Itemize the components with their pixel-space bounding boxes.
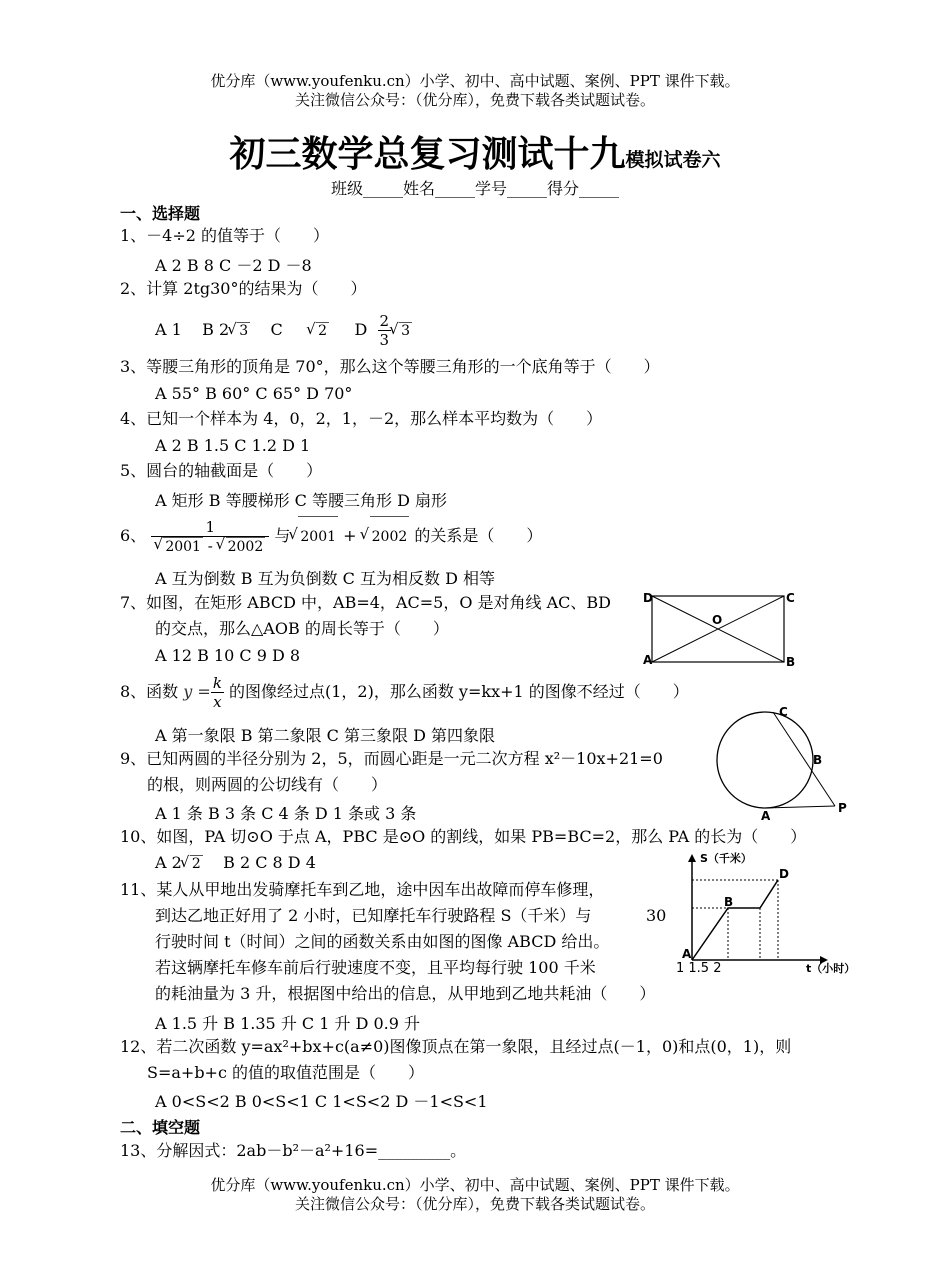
- sqrt-3-d: √ 3: [399, 322, 412, 339]
- sqrt-2001: √ 2001: [163, 537, 203, 556]
- header-line-2: 关注微信公众号：（优分库），免费下载各类试题试卷。: [294, 91, 655, 109]
- q10-option-a: A 2: [155, 853, 182, 872]
- q8-k: k: [212, 674, 222, 692]
- graph-x-ticks: 1 1.5 2: [676, 961, 722, 976]
- question-12-line-2: S=a+b+c 的值的取值范围是（ ）: [147, 1063, 425, 1082]
- q2-option-a: A 1: [155, 320, 182, 339]
- title-main: 初三数学总复习测试十九: [229, 134, 626, 175]
- graph-label-a: A: [682, 947, 692, 961]
- label-c-circle: C: [779, 705, 788, 719]
- q8-x: x: [213, 693, 222, 711]
- question-10-options: [155, 853, 316, 872]
- student-info-line: 班级_____姓名_____学号_____得分_____: [330, 179, 619, 198]
- page-title: [0, 126, 950, 177]
- q8-y-eq: y =: [183, 682, 211, 701]
- question-12-options: A 0<S<2 B 0<S<1 C 1<S<2 D －1<S<1: [155, 1092, 488, 1111]
- question-11-line-2: 到达乙地正好用了 2 小时，已知摩托车行驶路程 S（千米）与: [155, 906, 592, 925]
- circle-tangent-figure: [705, 700, 855, 822]
- question-3-options: A 55° B 60° C 65° D 70°: [155, 384, 353, 403]
- question-5: 5、圆台的轴截面是（ ）: [120, 461, 323, 480]
- label-b-circle: B: [813, 753, 823, 767]
- question-6-options: A 互为倒数 B 互为负倒数 C 互为相反数 D 相等: [155, 569, 495, 588]
- question-13: 13、分解因式：2ab－b²－a²+16=_________。: [120, 1141, 467, 1160]
- label-d: D: [643, 591, 653, 605]
- question-2: 2、计算 2tg30°的结果为（ ）: [120, 279, 367, 298]
- plus-sign: +: [343, 526, 357, 545]
- label-b: B: [786, 655, 796, 669]
- q8-prefix: 8、函数: [120, 682, 179, 701]
- distance-time-graph: [670, 848, 860, 978]
- section-choice-heading: 一、选择题: [120, 204, 201, 223]
- minus-sign: -: [207, 536, 213, 555]
- question-8: [120, 672, 689, 712]
- question-9-line-1: 9、已知两圆的半径分别为 2，5，而圆心距是一元二次方程 x²－10x+21=0: [120, 749, 663, 768]
- s-axis-arrow-icon: [688, 854, 696, 862]
- q6-suffix: 的关系是（ ）: [414, 526, 543, 545]
- circle-o: [717, 712, 813, 808]
- q8-suffix: 的图像经过点(1，2)，那么函数 y=kx+1 的图像不经过（ ）: [229, 682, 689, 701]
- question-11-options: A 1.5 升 B 1.35 升 C 1 升 D 0.9 升: [155, 1014, 421, 1033]
- q6-with: 与: [274, 526, 291, 545]
- question-5-options: A 矩形 B 等腰梯形 C 等腰三角形 D 扇形: [155, 491, 447, 510]
- secant-pbc: [773, 712, 835, 806]
- sqrt-2001-b: √ 2001: [298, 516, 338, 557]
- sqrt-2002-b: √ 2002: [370, 516, 410, 557]
- question-10: 10、如图，PA 切⊙O 于点 A，PBC 是⊙O 的割线，如果 PB=BC=2，那么 PA 的长为（ ）: [120, 827, 807, 846]
- sqrt-2: √ 2: [316, 322, 329, 339]
- fraction-numerator: 2: [379, 312, 390, 330]
- question-9-line-2: 的根，则两圆的公切线有（ ）: [147, 775, 388, 794]
- question-11-line-5: 的耗油量为 3 升，根据图中给出的信息，从甲地到乙地共耗油（ ）: [155, 984, 656, 1003]
- q6-frac-num: 1: [151, 518, 269, 537]
- graph-label-b: B: [724, 895, 734, 909]
- q6-number: 6、: [120, 526, 147, 545]
- question-1-options: A 2 B 8 C －2 D －8: [155, 256, 312, 275]
- question-11-line-4: 若这辆摩托车修车前后行驶速度不变，且平均每行驶 100 千米: [155, 958, 596, 977]
- q10-sqrt-2: √ 2: [190, 855, 203, 872]
- footer-line-1: 优分库（www.youfenku.cn）小学、初中、高中试题、案例、PPT 课件下载。: [210, 1176, 740, 1194]
- label-a: A: [643, 653, 653, 667]
- rectangle-abcd-figure: [640, 588, 800, 672]
- question-9-options: A 1 条 B 3 条 C 4 条 D 1 条或 3 条: [155, 804, 417, 823]
- graph-line-abcd: [692, 880, 778, 960]
- question-4: 4、已知一个样本为 4，0，2，1，－2，那么样本平均数为（ ）: [120, 409, 603, 428]
- sqrt-2002: √ 2002: [226, 537, 266, 556]
- title-sub: 模拟试卷六: [625, 149, 721, 171]
- q6-frac-den: [151, 537, 269, 556]
- label-o: O: [712, 613, 723, 627]
- label-a-circle: A: [761, 809, 771, 822]
- question-11-line-1: 11、某人从甲地出发骑摩托车到乙地，途中因车出故障而停车修理，: [120, 880, 605, 899]
- s-axis-label: S（千米）: [700, 852, 752, 865]
- question-4-options: A 2 B 1.5 C 1.2 D 1: [155, 436, 311, 455]
- header-line-1: 优分库（www.youfenku.cn）小学、初中、高中试题、案例、PPT 课件下载。: [210, 72, 740, 90]
- graph-label-d: D: [779, 867, 789, 881]
- question-2-options: [155, 312, 412, 349]
- question-7-options: A 12 B 10 C 9 D 8: [155, 646, 301, 665]
- t-axis-label: t（小时）: [806, 962, 856, 975]
- q8-fraction: [211, 674, 224, 711]
- footer-line-2: 关注微信公众号：（优分库），免费下载各类试题试卷。: [294, 1195, 655, 1213]
- question-8-options: A 第一象限 B 第二象限 C 第三象限 D 第四象限: [155, 726, 495, 745]
- label-p-circle: P: [838, 801, 847, 815]
- q6-fraction: [151, 518, 269, 556]
- question-1: 1、－4÷2 的值等于（ ）: [120, 226, 330, 245]
- question-11-line-3: 行驶时间 t（时间）之间的函数关系由如图的图像 ABCD 给出。: [155, 932, 610, 951]
- q2-option-b: B 2: [202, 320, 230, 339]
- q10-other-options: B 2 C 8 D 4: [223, 853, 316, 872]
- label-c: C: [786, 591, 795, 605]
- q2-option-d: D: [354, 320, 368, 339]
- q2-option-c: C: [270, 320, 283, 339]
- question-7-line-2: 的交点，那么△AOB 的周长等于（ ）: [155, 619, 449, 638]
- question-6: [120, 516, 542, 557]
- question-3: 3、等腰三角形的顶角是 70°，那么这个等腰三角形的一个底角等于（ ）: [120, 357, 660, 376]
- fraction-denominator: 3: [379, 331, 390, 349]
- graph-y-value-30: 30: [646, 906, 667, 925]
- question-12-line-1: 12、若二次函数 y=ax²+bx+c(a≠0)图像顶点在第一象限，且经过点(－1，0)和点(0，1)，则: [120, 1037, 792, 1056]
- section-fill-blank-heading: 二、填空题: [120, 1118, 201, 1137]
- sqrt-3: √ 3: [237, 322, 250, 339]
- question-7-line-1: 7、如图，在矩形 ABCD 中，AB=4，AC=5，O 是对角线 AC、BD: [120, 593, 611, 612]
